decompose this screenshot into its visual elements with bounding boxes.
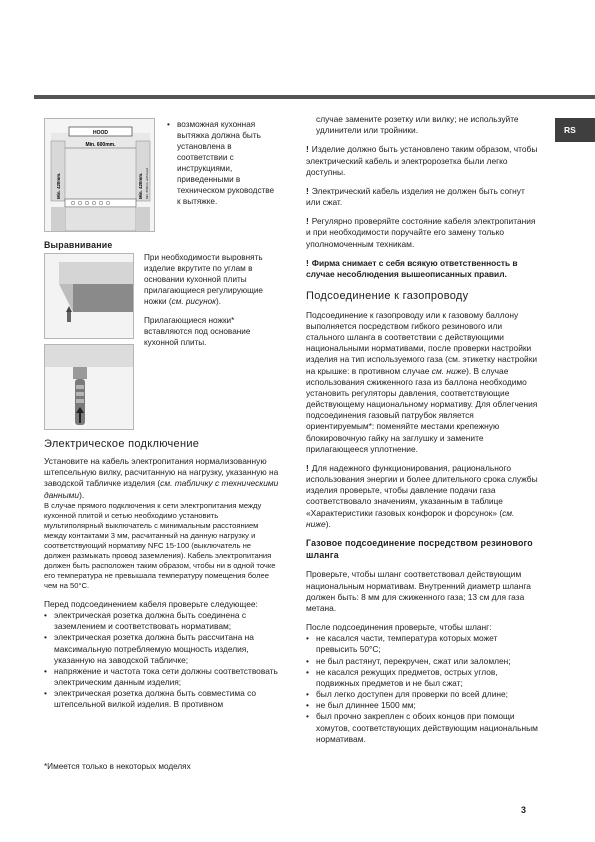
hose-checklist (306, 633, 538, 745)
electrical-p1 (44, 456, 279, 501)
warning-1 (306, 144, 538, 178)
gas-p1-a: Подсоединение к газопроводу или к газовому баллону выполняется посредством гибкого резинового или стального шланга в соответствии с действующими национальными нормативами, после проверки настройки изделия на тип используемого газа (см. этикетку настройки на крышке: в противном случае (306, 309, 538, 376)
gas-p1-b: ). В случае использования сжиженного газа из баллона необходимо установить регуляторы давления, соответствующие действующему национальному нормативу. Для облегчения подсоединения газовый патрубок является ориентируемым*: поменяйте местами крепежную блокировочную гайку на заглушку и замените прилагающееся уплотнение. (306, 365, 538, 454)
language-tab (555, 118, 595, 142)
gas-p2 (306, 463, 538, 530)
list-item: • не касался режущих предметов, острых углов, подвижных предметов и не был сжат; (306, 667, 538, 689)
footnote: *Имеется только в некоторых моделях (44, 762, 191, 771)
electrical-p1-end: ). (79, 489, 85, 500)
leveling-p2: Прилагающиеся ножки* вставляются под основание кухонной плиты. (144, 316, 251, 348)
leveling-p1-end: ). (216, 297, 222, 307)
gas-p2-b: ). (325, 518, 331, 529)
leveling-p1 (144, 252, 276, 307)
list-item: • электрическая розетка должна быть соединена с заземлением и соответствовать нормативам; (44, 610, 279, 632)
gas-p2-a: Для надежного функционирования, рационального использования энергии и более длительного срока службы изделия проверьте, чтобы давление подачи газа соответствовало значениям, указанным в таблице «Характеристики газовых конфорок и форсунок» ( (306, 462, 538, 518)
warning-3 (306, 216, 538, 250)
list-item: • не касался части, температура которых может превысить 50°C; (306, 633, 538, 655)
hood-diagram-svg (45, 119, 155, 232)
list-item: • электрическая розетка должна быть рассчитана на максимальную потребляемую мощность изделия, указанную на заводской табличке; (44, 632, 279, 666)
hood-note (167, 119, 277, 208)
exclamation-icon: ! (306, 257, 309, 268)
warning-3-text: Регулярно проверяйте состояние кабеля электропитания и при необходимости поручайте его замену только уполномоченным техникам. (306, 216, 536, 249)
list-item: • был легко доступен для проверки по всей длине; (306, 689, 538, 700)
warning-4 (306, 258, 538, 280)
language-label: RS (564, 125, 576, 135)
exclamation-icon: ! (306, 462, 309, 473)
continuation-text: случае замените розетку или вилку; не используйте удлинители или тройники. (316, 114, 519, 136)
leveling-heading: Выравнивание (44, 240, 113, 250)
electrical-heading: Электрическое подключение (44, 438, 200, 450)
warning-4-text: Фирма снимает с себя всякую ответственность в случае несоблюдения вышеописанных правил. (306, 257, 518, 279)
leveling-p1-main: При необходимости выровнять изделие вкрутите по углам в основании кухонной плиты прилагающиеся регулирующие ножки ( (144, 253, 263, 307)
leveling-bottom-svg (45, 345, 134, 430)
rubber-p2: После подсоединения проверьте, чтобы шланг: (306, 622, 492, 633)
electrical-p1-ref: см. табличку с техническими данными (44, 478, 279, 500)
right-column (306, 114, 538, 745)
leveling-p1-ref: см. рисунок (171, 297, 217, 307)
list-item: • не был длиннее 1500 мм; (306, 700, 538, 711)
rubber-p1: Проверьте, чтобы шланг соответствовал действующим национальным нормативам. Внутренний диаметр шланга должен быть: 8 мм для сжиженного газа; 13 см для газа метана. (306, 569, 531, 613)
top-rule (34, 95, 595, 99)
list-item: • напряжение и частота тока сети должны соответствовать электрическим данным изделия; (44, 666, 279, 688)
electrical-checklist (44, 610, 279, 711)
electrical-p1-main: Установите на кабель электропитания нормализованную штепсельную вилку, расчитанную на нагрузку, указанную на заводской табличке изделия ( (44, 456, 279, 489)
leveling-figure-bottom (44, 344, 134, 430)
exclamation-icon: ! (306, 185, 309, 196)
gas-p1 (306, 310, 538, 455)
leveling-text (144, 252, 276, 349)
list-item: • электрическая розетка должна быть совместима со штепсельной вилкой изделия. В противном (44, 688, 279, 710)
hood-label: HOOD (93, 130, 108, 136)
hood-diagram (44, 118, 155, 232)
warning-1-text: Изделие должно быть установлено таким образом, чтобы электрический кабель и электророзетка были легко доступны. (306, 144, 538, 177)
min-width-label: Min. 600mm. (85, 142, 116, 148)
electrical-body (44, 456, 279, 711)
warning-2-text: Электрический кабель изделия не должен быть согнут или сжат. (306, 185, 525, 208)
rubber-hose-heading: Газовое подсоединение посредством резинового шланга (306, 537, 533, 560)
gas-p2-ref: см. ниже (306, 507, 515, 529)
list-item: • не был растянут, перекручен, сжат или заломлен; (306, 656, 538, 667)
leveling-top-svg (45, 254, 134, 339)
exclamation-icon: ! (306, 216, 309, 227)
page-number: 3 (521, 805, 527, 815)
right-height-label: Min. 420mm. (138, 172, 143, 199)
list-item: • был прочно закреплен с обоих концов при помощи хомутов, соответствующих действующим национальным нормативам. (306, 711, 538, 745)
gas-p1-ref: см. ниже (431, 365, 467, 376)
warning-2 (306, 186, 538, 208)
hood-side-note: Min. 650mm. with hood (145, 167, 149, 199)
exclamation-icon: ! (306, 144, 309, 155)
hood-note-text: • возможная кухонная вытяжка должна быть установлена в соответствии с инструкциями, приведенными в техническом руководстве к вытяжке. (167, 119, 277, 208)
left-height-label: Min. 420mm. (56, 172, 61, 199)
leveling-figure-top (44, 253, 134, 339)
electrical-p2: В случае прямого подключения к сети электропитания между кухонной плитой и сетью необходимо установить мультиполярный выключатель с минимальным расстоянием между контактами 3 мм, расчитанный на данную нагрузку и соответствующий нормативу NFC 15-100 (выключатель не должен размыкать провод заземления). Кабель электропитания должен быть расположен таким образом, чтобы ни в одной точке его температура не превышала температуру помещения более чем на 50°C. (44, 500, 276, 590)
electrical-p3: Перед подсоединением кабеля проверьте следующее: (44, 598, 258, 609)
gas-heading: Подсоединение к газопроводу (306, 290, 469, 303)
